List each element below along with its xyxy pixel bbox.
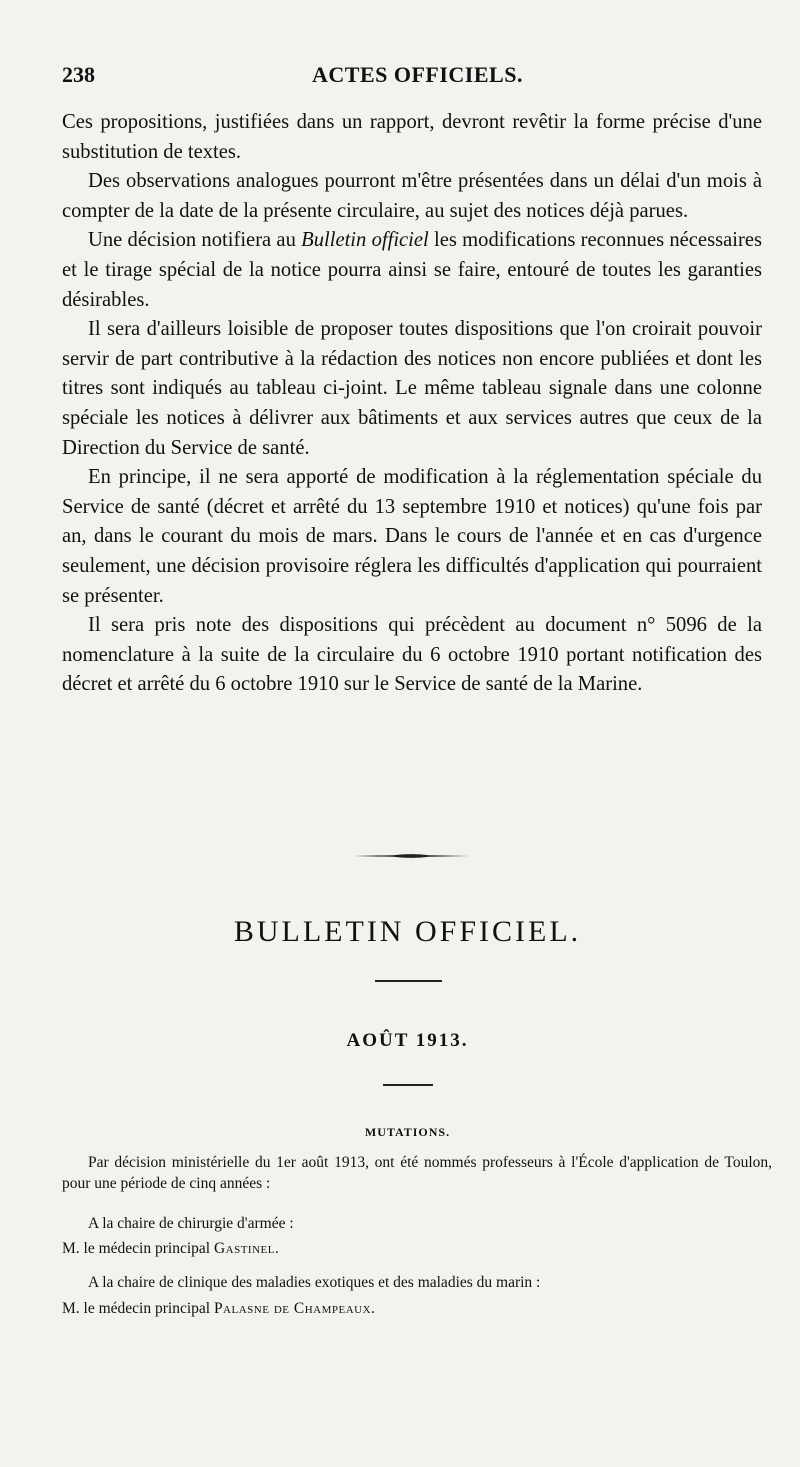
running-header [62, 62, 762, 92]
paragraph-5: En principe, il ne sera apporté de modification à la réglementation spéciale du Service de santé (décret et arrêté du 13 septembre 1910 et notices) qu'une fois par an, dans le courant du mois de mars. Dans le cours de l'année et en cas d'urgence seulement, une décision provisoire réglera les difficultés d'application qui pourraient se présenter. [62, 466, 762, 607]
appointee-2-name: Palasne de Champeaux. [213, 1300, 376, 1317]
section-heading: MUTATIONS. [364, 1125, 451, 1139]
appointee-1-title: M. le médecin principal [62, 1240, 214, 1257]
paragraph-4: Il sera d'ailleurs loisible de proposer toutes dispositions que l'on croirait pouvoir servir de part contributive à la rédaction des notices non encore publiées et dont les titres sont indiqués au tableau ci-joint. Le même tableau signale dans une colonne spéciale les notices à délivrer aux bâtiments et aux services autres que ceux de la Direction du Service de santé. [62, 318, 762, 459]
divider-rule [383, 1084, 433, 1086]
appointee-2 [62, 1298, 772, 1319]
paragraph-2: Des observations analogues pourront m'être présentées dans un délai d'un mois à compter de la date de la présente circulaire, au sujet des notices déjà parues. [62, 170, 762, 222]
chair-1-label: A la chaire de chirurgie d'armée : [88, 1215, 294, 1232]
paragraph-3-start: Une décision notifiera au [88, 229, 302, 252]
appointee-2-line [62, 1298, 772, 1319]
circular-text [62, 108, 762, 700]
appointee-1-name: Gastinel. [213, 1240, 280, 1257]
paragraph-3-end: les modifications reconnues nécessaires et le tirage spécial de la notice pourra ainsi se faire, entouré de toutes les garanties désirables. [62, 229, 762, 311]
appointee-1 [62, 1238, 772, 1259]
appointee-1-line [62, 1238, 772, 1259]
chair-2 [62, 1272, 772, 1293]
page-number: 238 [62, 62, 95, 87]
paragraph-6: Il sera pris note des dispositions qui précèdent au document n° 5096 de la nomenclature à la suite de la circulaire du 6 octobre 1910 portant notification des décret et arrêté du 6 octobre 1910 sur le Service de santé de la Marine. [62, 614, 762, 696]
intro-paragraph: Par décision ministérielle du 1er août 1913, ont été nommés professeurs à l'École d'application de Toulon, pour une période de cinq années : [62, 1154, 772, 1192]
ornamental-rule [353, 853, 470, 859]
mutations-intro [62, 1152, 772, 1194]
paragraph-1: Ces propositions, justifiées dans un rapport, devront revêtir la forme précise d'une substitution de textes. [62, 111, 762, 163]
chair-2-label: A la chaire de clinique des maladies exotiques et des maladies du marin : [88, 1274, 541, 1291]
running-title: ACTES OFFICIELS. [312, 62, 523, 87]
paragraph-3 [62, 226, 762, 315]
bulletin-officiel-italic: Bulletin officiel [301, 229, 429, 252]
bulletin-title: BULLETIN OFFICIEL. [233, 915, 582, 948]
appointee-2-title: M. le médecin principal [62, 1300, 214, 1317]
divider-rule [375, 980, 442, 982]
bulletin-month: AOÛT 1913. [346, 1030, 469, 1051]
chair-1 [62, 1213, 772, 1234]
